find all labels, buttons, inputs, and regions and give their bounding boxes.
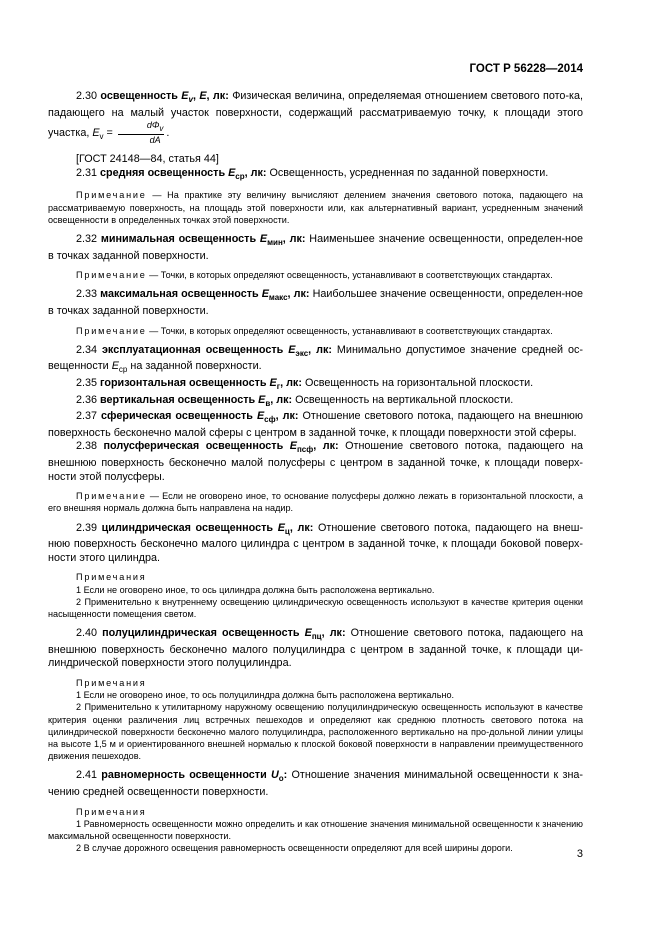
term-2-41-note-2: 2 В случае дорожного освещения равномерность освещенности определяют для всей ширины дороги. <box>76 843 513 854</box>
term-2-41-notes-heading: Примечания <box>76 806 147 817</box>
term-2-40-note-2: 2 Применительно к утилитарному наружному освещению полуцилиндрическую освещенность используют в качестве критерия оценки различения лиц встречных пешеходов и определяют как среднюю плотность светового потока на цилиндрической поверхности бесконечно малого полуцилиндра, расположенного вертикально на про-дольной линии улицы на высоте 1,5 м и ориентированного внешней нормалью к плоской боковой поверхности в направлении преимущественного движения пешеходов. <box>48 702 583 762</box>
term-2-39-notes-heading: Примечания <box>76 572 147 583</box>
term-2-38: 2.38 полусферическая освещенность $E_{псф}$, лк: Отношение светового потока, падающего на внешнюю поверхность бесконечно малой полусферы с центром в заданной точке, к площади поверх-ности этой полусферы. <box>48 440 584 483</box>
term-2-40: 2.40 полуцилиндрическая освещенность $E_{пц}$, лк: Отношение светового потока, падающего на внешнюю поверхность бесконечно малого полуцилиндра с центром в заданной точке, к площади ци-линдрической поверхности этого полуцилиндра. <box>48 627 583 670</box>
term-2-41-note-1: 1 Равномерность освещенности можно определить и как отношение значения минимальной освещенности к значению максимальной освещенности поверхности. <box>48 818 583 841</box>
term-2-38-note: Примечание — Если не оговорено иное, то основание полусферы должно лежать в горизонтальной плоскости, а его внешняя нормаль должна быть направлена на надир. <box>48 491 583 514</box>
page-number: 3 <box>576 848 583 860</box>
term-2-30-reference: [ГОСТ 24148—84, статья 44] <box>76 153 219 166</box>
term-2-33-note: Примечание — Точки, в которых определяют освещенность, устанавливают в соответствующих стандартах. <box>76 325 553 336</box>
page-body <box>48 90 583 854</box>
term-2-34: 2.34 эксплуатационная освещенность $E_{экс}$, лк: Минимально допустимое значение средней ос-вещенности $E_{ср}$ на заданной поверхности. <box>48 343 584 375</box>
term-2-39-note-2: 2 Применительно к внутреннему освещению цилиндрическую освещенность используют в качестве критерия оценки насыщенности помещения светом. <box>48 596 583 619</box>
flux-fraction: $\frac{d\Phi_v}{dA}$ <box>118 120 165 146</box>
term-2-31-note: Примечание — На практике эту величину вычисляют делением значения светового потока, падающего на рассматриваемую поверхность, на площадь этой поверхности или, как альтернативный вариант, усредненным значений освещенности в определенных точках этой поверхности. <box>48 190 583 225</box>
term-2-32: 2.32 минимальная освещенность $E_{мин}$, лк: Наименьшее значение освещенности, определен-ное в точках заданной поверхности. <box>48 232 584 262</box>
term-2-31: 2.31 средняя освещенность $E_{ср}$, лк: Освещенность, усредненная по заданной поверхности. <box>76 166 549 181</box>
term-2-37: 2.37 сферическая освещенность $E_{сф}$, лк: Отношение светового потока, падающего на внешнюю поверхность бесконечно малой сферы с центром в заданной точке, к площади поверхности этой сферы. <box>48 410 583 439</box>
term-2-40-notes-heading: Примечания <box>76 677 147 688</box>
term-2-39: 2.39 цилиндрическая освещенность $E_ц$, лк: Отношение светового потока, падающего на внеш-нюю поверхность бесконечно малого цилиндра с центром в заданной точке, к площади боковой поверх-ности этого цилиндра. <box>48 521 584 564</box>
term-2-30: 2.30 освещенность $E_v$, E, лк: Физическая величина, определяемая отношением светового пото-ка, падающего на малый участок поверхности, содержащий рассматриваемую точку, к площади этого участка, $E_v$ = $\frac{d\Phi_v}{dA}$ . <box>48 90 583 146</box>
term-2-35: 2.35 горизонтальная освещенность $E_г$, лк: Освещенность на горизонтальной плоскости. <box>76 376 534 391</box>
term-2-36: 2.36 вертикальная освещенность $E_в$, лк: Освещенность на вертикальной плоскости. <box>76 393 514 408</box>
term-2-33: 2.33 максимальная освещенность $E_{макс}$, лк: Наибольшее значение освещенности, определен-ное в точках заданной поверхности. <box>48 288 584 317</box>
term-2-41: 2.41 равномерность освещенности $U_o$: Отношение значения минимальной освещенности к зна-чению средней освещенности поверхности. <box>48 769 584 798</box>
term-2-39-note-1: 1 Если не оговорено иное, то ось цилиндра должна быть расположена вертикально. <box>76 584 435 595</box>
document-id: ГОСТ Р 56228—2014 <box>469 63 583 75</box>
term-2-40-note-1: 1 Если не оговорено иное, то ось полуцилиндра должна быть расположена вертикально. <box>76 690 455 701</box>
term-2-32-note: Примечание — Точки, в которых определяют освещенность, устанавливают в соответствующих стандартах. <box>76 270 553 281</box>
